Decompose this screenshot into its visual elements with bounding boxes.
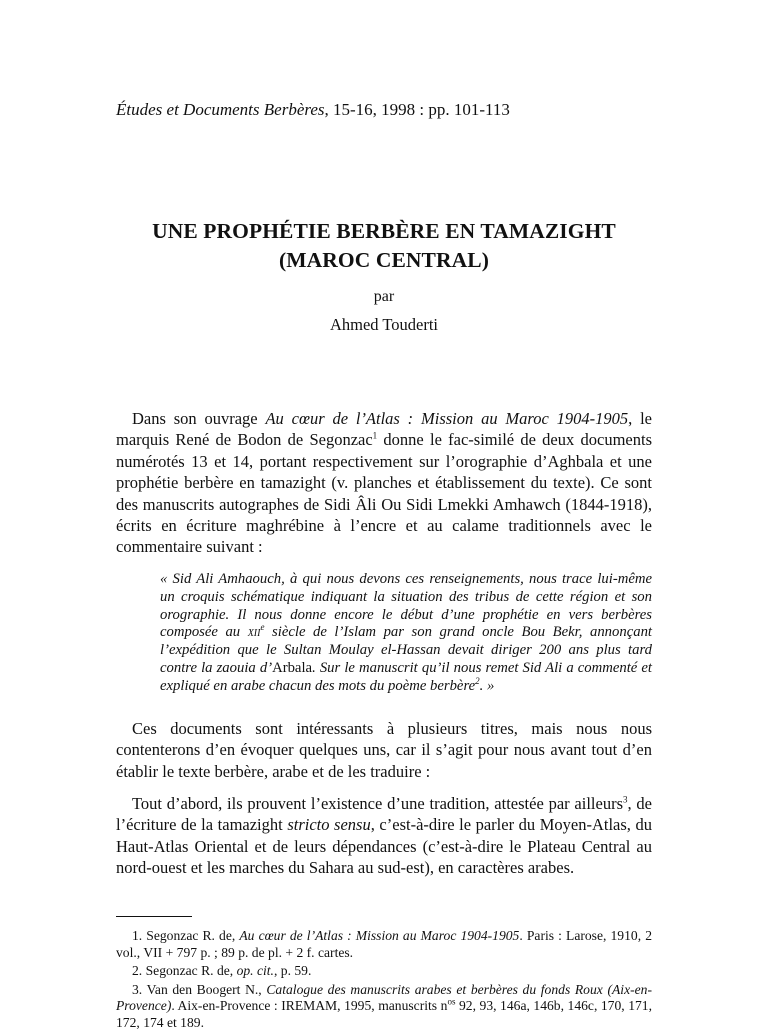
- block-quote: [160, 571, 652, 696]
- footnote-ref-1: 1: [372, 430, 378, 441]
- p3-text-b: , de l’écriture de la tamazight: [116, 794, 652, 835]
- footnote-ref-2: 2: [475, 675, 480, 686]
- footnote-3: [116, 982, 652, 1032]
- p1-book-title: Au cœur de l’Atlas : Mission au Maroc 1904-1905: [265, 409, 629, 428]
- quote-text-a: « Sid Ali Amhaouch, à qui nous devons ces renseignements, nous trace lui-même un croquis schématique indiquant la situation des tribus de cette région et son orographie. Il nous donne encore le début d’une prophétie en vers berbères composée au: [160, 571, 652, 641]
- fn3-text-b: . Aix-en-Provence : IREMAM, 1995, manuscrits n: [171, 998, 448, 1014]
- p3-italic: stricto sensu: [287, 815, 371, 835]
- quote-place: Arbala: [272, 659, 313, 676]
- footnote-divider: [116, 916, 192, 917]
- byline-par: par: [373, 288, 395, 305]
- journal-name: Études et Documents Berbères: [116, 100, 325, 119]
- p3-text-c: , c’est-à-dire le parler du Moyen-Atlas, du Haut-Atlas Oriental et de leurs dépendances (c’est-à-dire le Plateau Central au nord-ouest et les marches du Sahara au sud-est), en caractères arabes.: [116, 815, 653, 878]
- fn1-text-b: . Paris : Larose, 1910, 2 vol., VII + 797 p. ; 89 p. de pl. + 2 f. cartes.: [116, 928, 652, 960]
- footnote-ref-3: 3: [623, 794, 628, 805]
- footnotes: [116, 928, 652, 1034]
- p1-text-c: donne le fac-similé de deux documents numérotés 13 et 14, portant respectivement sur l’orographie d’Aghbala et une prophétie berbère en tamazight (v. planches et établissement du texte). Ce sont des manuscrits autographes de Sidi Âli Ou Sidi Lmekki Amhawch (1844-1918), écrits en écriture maghrébine à l’encre et au calame traditionnels avec le commentaire suivant :: [116, 430, 652, 557]
- fn3-text-a: 3. Van den Boogert N.,: [132, 981, 267, 997]
- paragraph-2: Ces documents sont intéressants à plusieurs titres, mais nous nous contenterons d’en évoquer quelques uns, car il s’agit pour nous avant tout d’en établir le texte berbère, arabe et de les traduire :: [116, 719, 652, 781]
- author-name: Ahmed Touderti: [329, 315, 439, 334]
- paragraph-3: [116, 793, 652, 879]
- fn2-italic: op. cit.: [236, 963, 274, 979]
- quote-century: xii: [247, 624, 261, 641]
- fn2-text-a: 2. Segonzac R. de,: [132, 963, 237, 979]
- footnote-1: [116, 928, 652, 961]
- footnote-2: [116, 963, 652, 980]
- quote-century-sup: e: [260, 622, 265, 633]
- fn2-text-b: , p. 59.: [273, 963, 312, 979]
- fn3-text-c: 92, 93, 146a, 146b, 146c, 170, 171, 172, 174 et 189.: [116, 998, 653, 1030]
- fn3-sup: os: [447, 996, 456, 1007]
- p3-text-a: Tout d’abord, ils prouvent l’existence d’une tradition, attestée par ailleurs: [132, 794, 623, 813]
- paragraph-1: [116, 408, 652, 558]
- p1-text-a: Dans son ouvrage: [132, 409, 266, 428]
- fn3-book-title: Catalogue des manuscrits arabes et berbères du fonds Roux (Aix-en-Provence): [116, 981, 652, 1014]
- journal-issue-pages: , 15-16, 1998 : pp. 101-113: [324, 100, 510, 119]
- article-title: [116, 217, 652, 275]
- journal-reference: [116, 100, 510, 120]
- quote-text-d: . »: [479, 677, 495, 694]
- title-line-2: (MAROC CENTRAL): [279, 248, 489, 272]
- title-line-1: UNE PROPHÉTIE BERBÈRE EN TAMAZIGHT: [152, 219, 616, 243]
- quote-text-c: . Sur le manuscrit qu’il nous remet Sid Ali a commenté et expliqué en arabe chacun des mots du poème berbère: [160, 659, 652, 694]
- p1-text-b: , le marquis René de Bodon de Segonzac: [116, 409, 652, 450]
- fn1-text-a: 1. Segonzac R. de,: [132, 928, 240, 943]
- fn1-book-title: Au cœur de l’Atlas : Mission au Maroc 1904-1905: [239, 928, 520, 943]
- quote-text-b: siècle de l’Islam par son grand oncle Bou Bekr, annonçant l’expédition que le Sultan Moulay el-Hassan devait diriger 200 ans plus tard contre la zaouia d’: [160, 624, 652, 676]
